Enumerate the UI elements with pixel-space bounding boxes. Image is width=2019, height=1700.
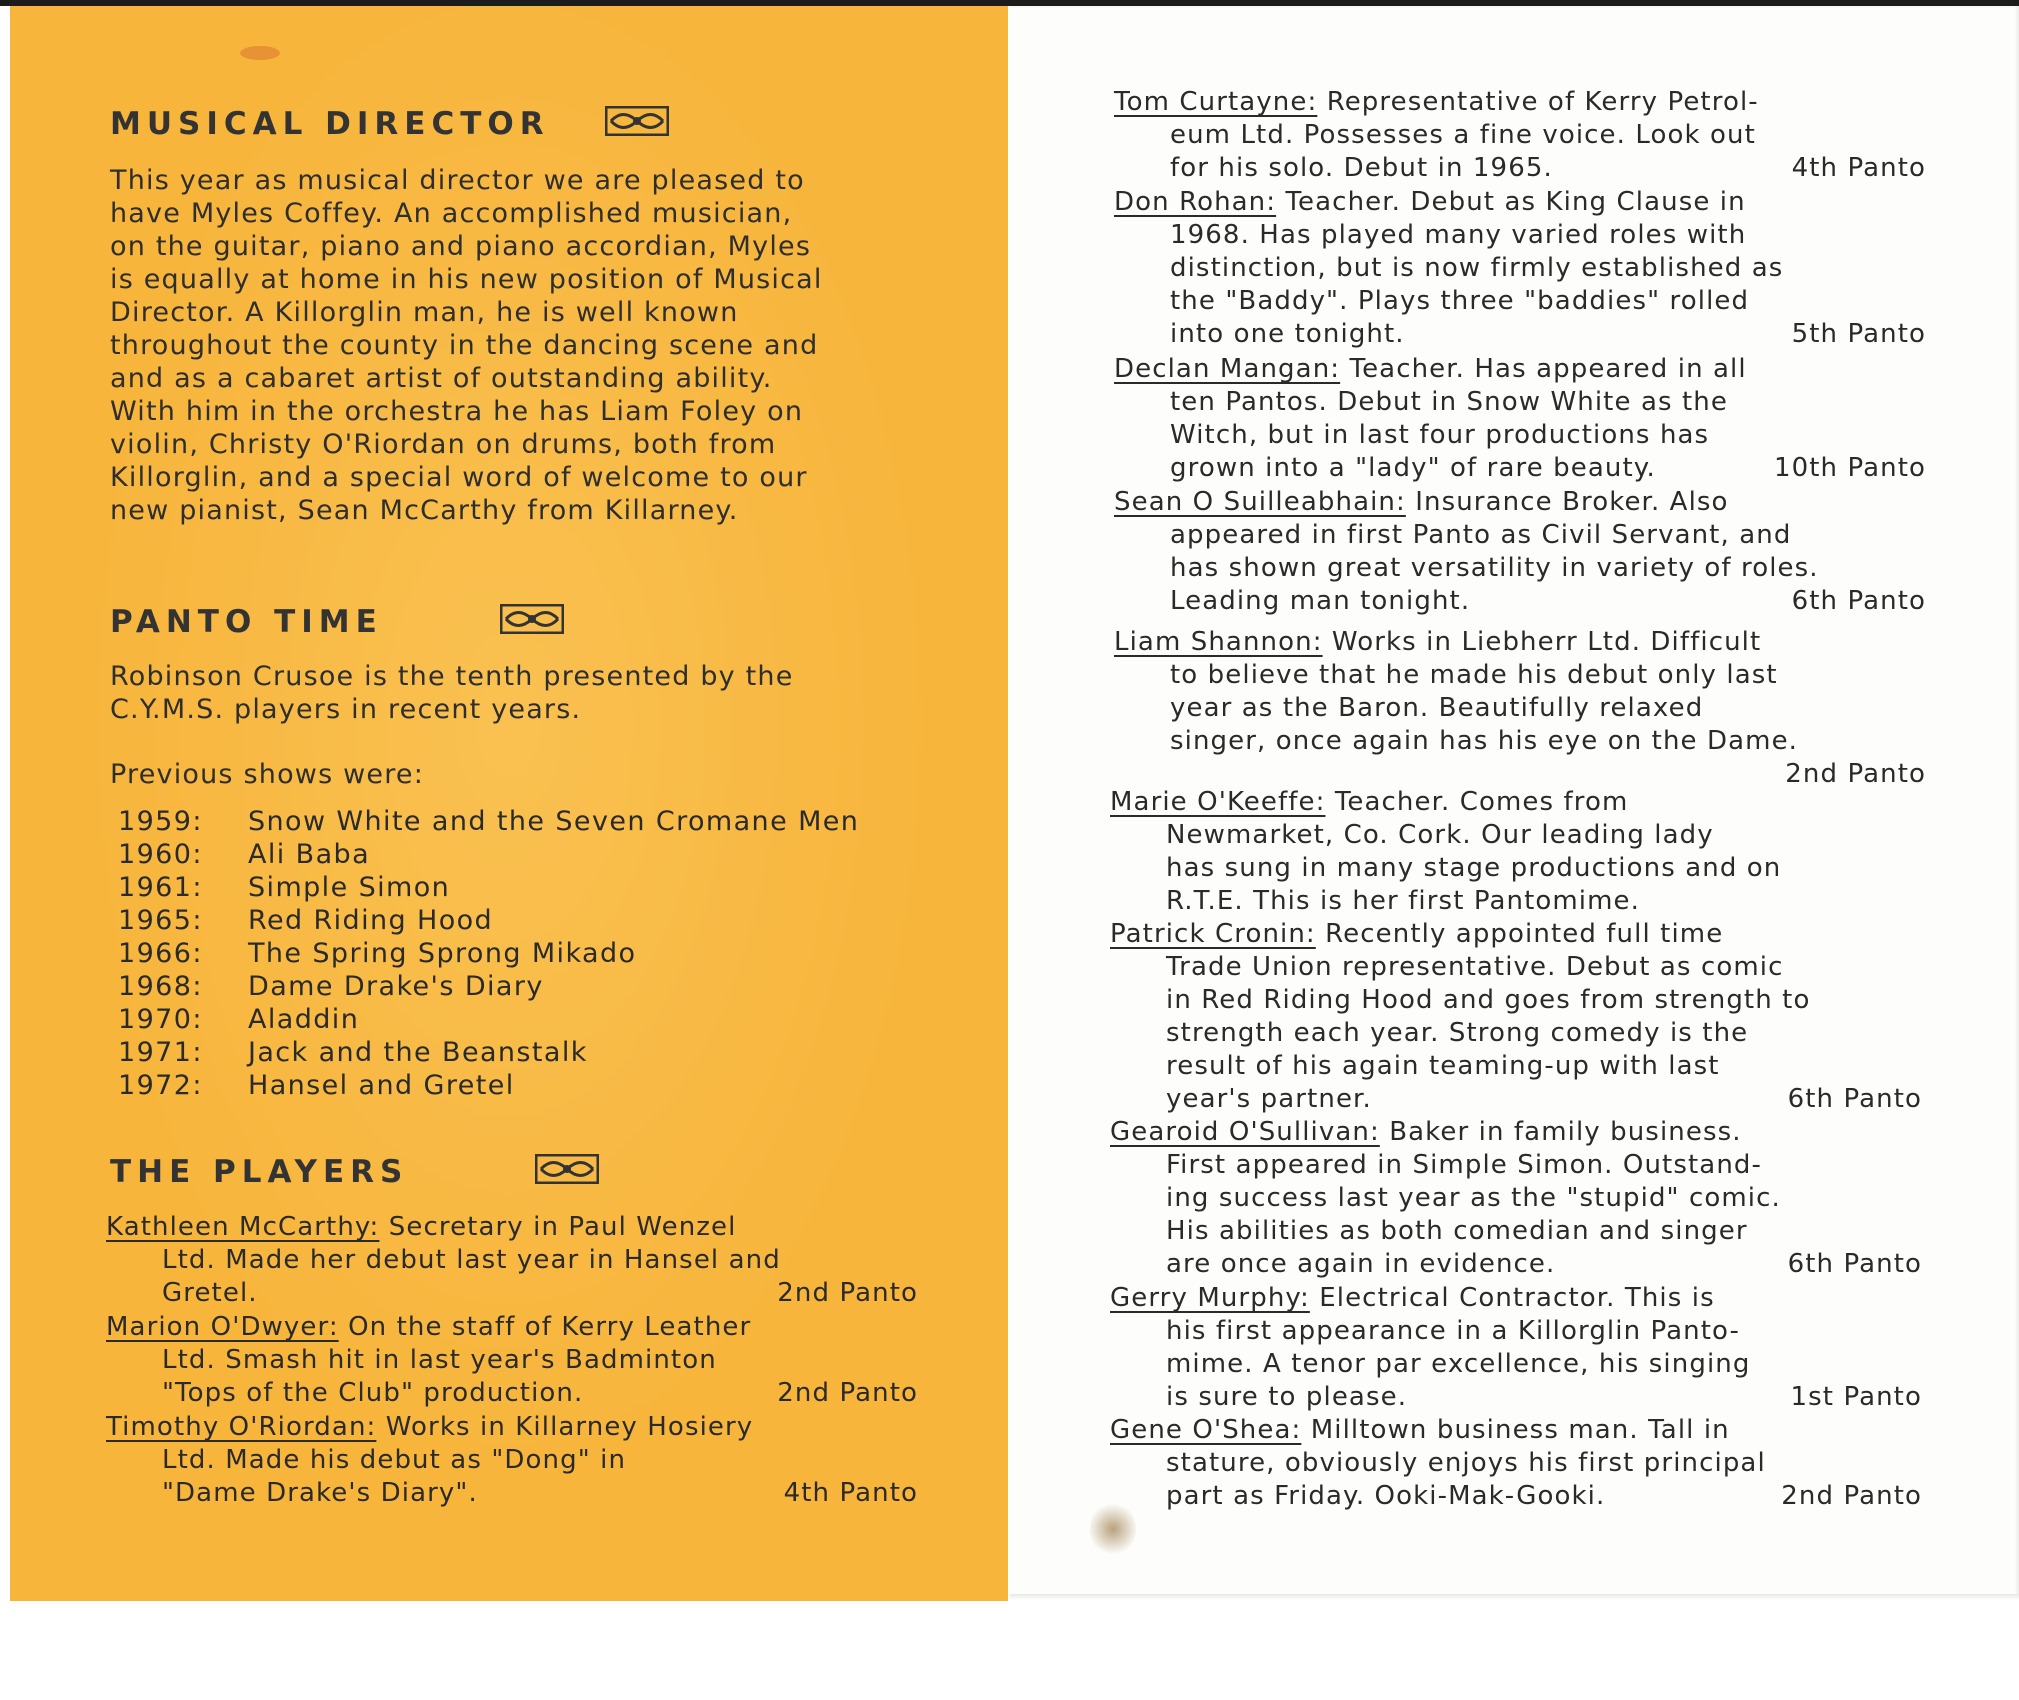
- player-bio-line: grown into a "lady" of rare beauty.: [1170, 453, 1656, 483]
- show-year: 1965:: [118, 905, 203, 936]
- text-line: Robinson Crusoe is the tenth presented by the: [110, 661, 794, 692]
- player-entry: [1110, 786, 1922, 918]
- show-title: Ali Baba: [248, 839, 371, 870]
- show-title: Snow White and the Seven Cromane Men: [248, 806, 860, 837]
- text-line: on the guitar, piano and piano accordian, Myles: [110, 231, 812, 262]
- show-year: 1966:: [118, 938, 203, 969]
- player-bio: Teacher. Has appeared in all: [1340, 354, 1747, 384]
- show-year: 1972:: [118, 1070, 203, 1101]
- player-bio-line: eum Ltd. Possesses a fine voice. Look out: [1170, 120, 1756, 150]
- player-entry: [1114, 186, 1926, 351]
- text-line: new pianist, Sean McCarthy from Killarney.: [110, 495, 739, 526]
- panto-count: 4th Panto: [783, 1478, 918, 1508]
- player-bio-line: Witch, but in last four productions has: [1170, 420, 1710, 450]
- player-name: Kathleen McCarthy:: [106, 1212, 380, 1242]
- player-bio-line: Ltd. Made her debut last year in Hansel and: [162, 1245, 781, 1275]
- show-row: [118, 938, 636, 969]
- player-entry: [1110, 1116, 1922, 1281]
- show-title: Dame Drake's Diary: [248, 971, 544, 1002]
- show-title: The Spring Sprong Mikado: [248, 938, 637, 969]
- show-row: [118, 905, 493, 936]
- player-entry: [106, 1211, 918, 1310]
- player-entry: [1110, 1282, 1922, 1414]
- previous-shows-label: Previous shows were:: [110, 759, 425, 790]
- player-name: Marie O'Keeffe:: [1110, 787, 1326, 817]
- show-title: Simple Simon: [248, 872, 451, 903]
- text-line: With him in the orchestra he has Liam Foley on: [110, 396, 804, 427]
- player-name: Gene O'Shea:: [1110, 1415, 1302, 1445]
- text-line: C.Y.M.S. players in recent years.: [110, 694, 582, 725]
- player-bio-line: for his solo. Debut in 1965.: [1170, 153, 1553, 183]
- player-bio-line: 1968. Has played many varied roles with: [1170, 220, 1747, 250]
- player-bio-line: his first appearance in a Killorglin Panto-: [1166, 1316, 1741, 1346]
- player-bio-line: has sung in many stage productions and on: [1166, 853, 1782, 883]
- player-bio: Teacher. Debut as King Clause in: [1276, 187, 1746, 217]
- text-line: Killorglin, and a special word of welcome to our: [110, 462, 808, 493]
- player-entry: [106, 1411, 918, 1510]
- show-year: 1971:: [118, 1037, 203, 1068]
- player-bio-line: R.T.E. This is her first Pantomime.: [1166, 886, 1641, 916]
- player-bio: Representative of Kerry Petrol-: [1317, 87, 1759, 117]
- player-bio-line: Leading man tonight.: [1170, 586, 1471, 616]
- text-line: violin, Christy O'Riordan on drums, both from: [110, 429, 777, 460]
- text-line: This year as musical director we are pleased to: [110, 165, 805, 196]
- panto-time-text: [110, 660, 920, 726]
- show-row: [118, 1004, 359, 1035]
- paper-stain: [240, 46, 280, 60]
- show-title: Aladdin: [248, 1004, 360, 1035]
- musical-director-text: [110, 164, 920, 527]
- player-bio-line: the "Baddy". Plays three "baddies" rolled: [1170, 286, 1750, 316]
- text-line: have Myles Coffey. An accomplished musician,: [110, 198, 793, 229]
- player-bio-line: First appeared in Simple Simon. Outstand-: [1166, 1150, 1762, 1180]
- player-bio-line: into one tonight.: [1170, 319, 1405, 349]
- show-title: Hansel and Gretel: [248, 1070, 515, 1101]
- show-year: 1968:: [118, 971, 203, 1002]
- player-entry: [1110, 918, 1922, 1116]
- show-row: [118, 971, 544, 1002]
- players-heading: THE PLAYERS: [110, 1154, 409, 1190]
- player-bio: Electrical Contractor. This is: [1309, 1283, 1715, 1313]
- player-bio-line: "Dame Drake's Diary".: [162, 1478, 478, 1508]
- player-bio-line: appeared in first Panto as Civil Servant, and: [1170, 520, 1792, 550]
- player-name: Gearoid O'Sullivan:: [1110, 1117, 1380, 1147]
- text-line: throughout the county in the dancing scene and: [110, 330, 819, 361]
- player-name: Sean O Suilleabhain:: [1114, 487, 1406, 517]
- panto-count: 2nd Panto: [777, 1278, 918, 1308]
- player-bio-line: to believe that he made his debut only last: [1170, 660, 1778, 690]
- player-bio-line: year's partner.: [1166, 1084, 1372, 1114]
- show-year: 1961:: [118, 872, 203, 903]
- player-bio-line: Gretel.: [162, 1278, 258, 1308]
- player-bio: Recently appointed full time: [1315, 919, 1724, 949]
- player-bio-line: result of his again teaming-up with last: [1166, 1051, 1720, 1081]
- player-bio-line: Trade Union representative. Debut as comic: [1166, 952, 1784, 982]
- player-bio: Milltown business man. Tall in: [1301, 1415, 1730, 1445]
- panto-count: 5th Panto: [1791, 319, 1926, 349]
- player-bio-line: stature, obviously enjoys his first principal: [1166, 1448, 1766, 1478]
- player-bio: Works in Killarney Hosiery: [376, 1412, 754, 1442]
- player-bio: Works in Liebherr Ltd. Difficult: [1322, 627, 1762, 657]
- text-line: and as a cabaret artist of outstanding ability.: [110, 363, 773, 394]
- player-bio-line: mime. A tenor par excellence, his singing: [1166, 1349, 1751, 1379]
- player-entry: [106, 1311, 918, 1410]
- player-bio-line: Ltd. Smash hit in last year's Badminton: [162, 1345, 717, 1375]
- ornament-icon: [605, 106, 669, 136]
- player-name: Marion O'Dwyer:: [106, 1312, 339, 1342]
- show-title: Jack and the Beanstalk: [248, 1037, 588, 1068]
- player-bio: Baker in family business.: [1379, 1117, 1742, 1147]
- left-page: [10, 6, 1008, 1601]
- player-name: Tom Curtayne:: [1114, 87, 1318, 117]
- player-bio-line: are once again in evidence.: [1166, 1249, 1556, 1279]
- text-line: is equally at home in his new position of Musical: [110, 264, 823, 295]
- player-entry: [1114, 86, 1926, 185]
- player-bio-line: strength each year. Strong comedy is the: [1166, 1018, 1749, 1048]
- player-bio-line: part as Friday. Ooki-Mak-Gooki.: [1166, 1481, 1606, 1511]
- panto-count: 10th Panto: [1773, 453, 1926, 483]
- player-bio-line: has shown great versatility in variety of roles.: [1170, 553, 1819, 583]
- player-bio: Insurance Broker. Also: [1405, 487, 1729, 517]
- player-name: Liam Shannon:: [1114, 627, 1323, 657]
- show-title: Red Riding Hood: [248, 905, 494, 936]
- show-year: 1970:: [118, 1004, 203, 1035]
- show-row: [118, 806, 859, 837]
- player-name: Declan Mangan:: [1114, 354, 1341, 384]
- player-name: Patrick Cronin:: [1110, 919, 1316, 949]
- player-name: Timothy O'Riordan:: [106, 1412, 377, 1442]
- player-bio: On the staff of Kerry Leather: [338, 1312, 752, 1342]
- page-edge-shadow: [1010, 1594, 2019, 1600]
- panto-time-heading: PANTO TIME: [110, 604, 383, 640]
- player-bio-line: Ltd. Made his debut as "Dong" in: [162, 1445, 627, 1475]
- player-bio-line: His abilities as both comedian and singer: [1166, 1216, 1748, 1246]
- player-bio-line: in Red Riding Hood and goes from strength to: [1166, 985, 1811, 1015]
- panto-count: 2nd Panto: [777, 1378, 918, 1408]
- player-entry: [1114, 353, 1926, 485]
- show-year: 1959:: [118, 806, 203, 837]
- player-entry: [1114, 486, 1926, 618]
- player-bio: Secretary in Paul Wenzel: [379, 1212, 737, 1242]
- panto-count: 4th Panto: [1791, 153, 1926, 183]
- player-bio-line: distinction, but is now firmly established as: [1170, 253, 1784, 283]
- player-bio-line: ten Pantos. Debut in Snow White as the: [1170, 387, 1728, 417]
- player-bio-line: ing success last year as the "stupid" comic.: [1166, 1183, 1781, 1213]
- panto-count: 1st Panto: [1790, 1382, 1922, 1412]
- panto-count: 6th Panto: [1791, 586, 1926, 616]
- player-bio-line: year as the Baron. Beautifully relaxed: [1170, 693, 1704, 723]
- show-row: [118, 1070, 515, 1101]
- ornament-icon: [500, 604, 564, 634]
- show-row: [118, 1037, 588, 1068]
- player-bio: Teacher. Comes from: [1325, 787, 1629, 817]
- show-row: [118, 839, 370, 870]
- musical-director-heading: MUSICAL DIRECTOR: [110, 106, 550, 142]
- panto-count: 2nd Panto: [1781, 1481, 1922, 1511]
- show-row: [118, 872, 450, 903]
- right-page: [1010, 6, 2019, 1600]
- player-bio-line: singer, once again has his eye on the Dame.: [1170, 726, 1799, 756]
- player-bio-line: is sure to please.: [1166, 1382, 1408, 1412]
- player-entry: [1114, 626, 1926, 791]
- panto-count: 2nd Panto: [1785, 759, 1926, 789]
- panto-count: 6th Panto: [1787, 1249, 1922, 1279]
- player-name: Don Rohan:: [1114, 187, 1277, 217]
- player-bio-line: Newmarket, Co. Cork. Our leading lady: [1166, 820, 1714, 850]
- text-line: Director. A Killorglin man, he is well known: [110, 297, 739, 328]
- ornament-icon: [535, 1154, 599, 1184]
- player-entry: [1110, 1414, 1922, 1513]
- panto-count: 6th Panto: [1787, 1084, 1922, 1114]
- player-bio-line: "Tops of the Club" production.: [162, 1378, 584, 1408]
- player-name: Gerry Murphy:: [1110, 1283, 1310, 1313]
- show-year: 1960:: [118, 839, 203, 870]
